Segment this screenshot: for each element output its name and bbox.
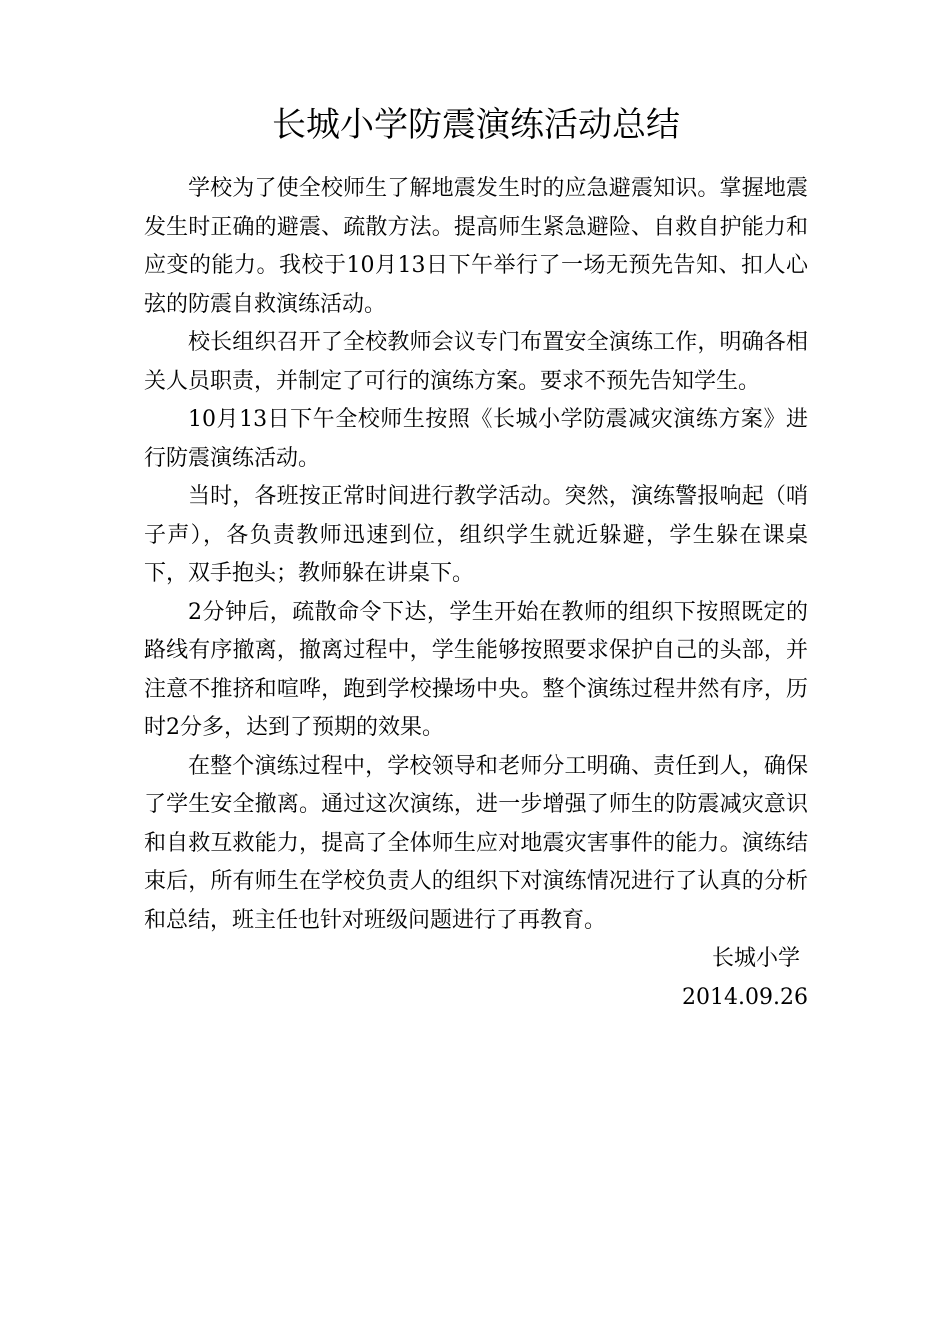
signature-organization [144,940,808,979]
document-title: 长城小学防震演练活动总结 [272,105,680,145]
paragraph-preparation: 校长组织召开了全校教师会议专门布置安全演练工作，明确各相关人员职责，并制定了可行的演练方案。要求不预先告知学生。 [144,330,808,394]
paragraph-purpose: 学校为了使全校师生了解地震发生时的应急避震知识。掌握地震发生时正确的避震、疏散方法。提高师生紧急避险、自救自护能力和应变的能力。我校于10月13日下午举行了一场无预先告知、扣人心弦的防震自救演练活动。 [144,176,808,317]
paragraph-summary: 在整个演练过程中，学校领导和老师分工明确、责任到人，确保了学生安全撤离。通过这次演练，进一步增强了师生的防震减灾意识和自救互救能力，提高了全体师生应对地震灾害事件的能力。演练结束后，所有师生在学校负责人的组织下对演练情况进行了认真的分析和总结，班主任也针对班级问题进行了再教育。 [144,753,808,933]
paragraph-drill-start: 10月13日下午全校师生按照《长城小学防震减灾演练方案》进行防震演练活动。 [144,407,808,471]
signature-date: 2014.09.26 [682,984,808,1010]
paragraph-evacuation: 2分钟后，疏散命令下达，学生开始在教师的组织下按照既定的路线有序撤离，撤离过程中，学生能够按照要求保护自己的头部，并注意不推挤和喧哗，跑到学校操场中央。整个演练过程井然有序，历时2分多，达到了预期的效果。 [144,599,808,740]
paragraph-alarm: 当时，各班按正常时间进行教学活动。突然，演练警报响起（哨子声），各负责教师迅速到位，组织学生就近躲避，学生躲在课桌下，双手抱头；教师躲在讲桌下。 [144,484,808,586]
signature-organization-text: 长城小学 [711,946,800,971]
document-body [144,100,808,1017]
